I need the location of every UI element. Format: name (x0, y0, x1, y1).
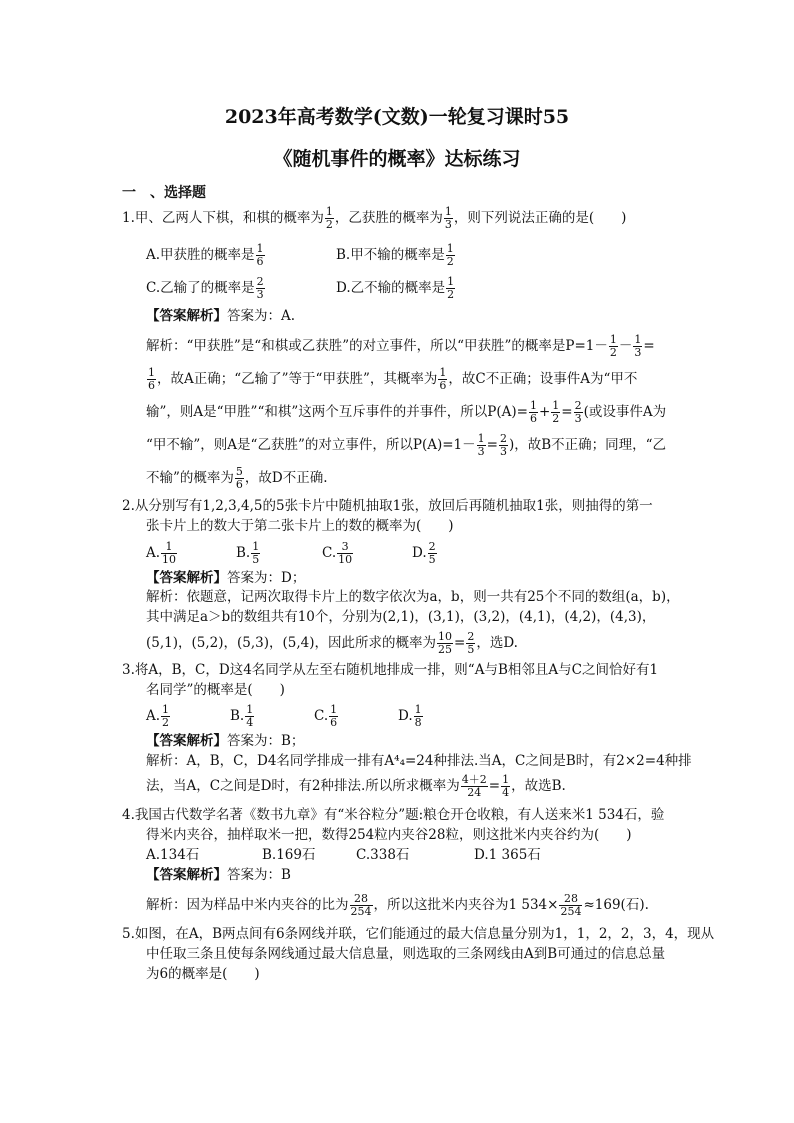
q2-solution-line: (5,1)，(5,2)，(5,3)，(5,4)，因此所求的概率为 $\frac{10}{25}$ = $\frac{2}{5}$ ，选D. (146, 630, 518, 656)
q4-option-a: A.134石 (146, 847, 200, 863)
q1-answer: 【答案解析】答案为：A. (146, 308, 296, 324)
section-heading: 一 、选择题 (122, 185, 206, 201)
q1-solution-line: 不输”的概率为 $\frac{5}{6}$ ，故D不正确. (146, 465, 328, 491)
page-subtitle: 《随机事件的概率》达标练习 (273, 148, 521, 170)
q5-stem: 5.如图，在A，B两点间有6条网线并联，它们能通过的最大信息量分别为1，1，2，2，3，4，现从 (122, 926, 715, 942)
q1-solution-line: “甲不输”，则A是“乙获胜”的对立事件，所以P(A)=1－ $\frac{1}{3}$ = $\frac{2}{3}$ )，故B不正确；同理，“乙 (146, 432, 667, 458)
q3-option-c: C. $\frac{1}{6}$ (314, 703, 338, 729)
q1-solution-line: 解析：“甲获胜”是“和棋或乙获胜”的对立事件，所以“甲获胜”的概率是P=1－ $\frac{1}{2}$ － $\frac{1}{3}$ = (146, 333, 655, 359)
q1-option-d: D.乙不输的概率是 $\frac{1}{2}$ (336, 275, 455, 301)
q3-stem: 名同学”的概率是( ) (146, 682, 285, 698)
q4-solution-line: 解析：因为样品中米内夹谷的比为 $\frac{28}{254}$ ，所以这批米内夹谷为1 534× $\frac{28}{254}$ ≈169(石). (146, 892, 649, 918)
q3-solution-line: 解析：A，B，C，D4名同学排成一排有A⁴₄=24种排法.当A，C之间是B时，有2×2=4种排 (146, 753, 692, 769)
q4-option-b: B.169石 (262, 847, 316, 863)
q2-solution-line: 其中满足a＞b的数组共有10个，分别为(2,1)，(3,1)，(3,2)，(4,1)，(4,2)，(4,3)， (146, 609, 656, 625)
q1-solution-line: $\frac{1}{6}$ ，故A正确；“乙输了”等于“甲获胜”，其概率为 $\frac{1}{6}$ ，故C不正确；设事件A为“甲不 (148, 366, 638, 392)
q2-solution-line: 解析：依题意，记两次取得卡片上的数字依次为a，b，则一共有25个不同的数组(a，b)， (146, 589, 680, 605)
q1-solution-line: 输”，则A是“甲胜”“和棋”这两个互斥事件的并事件，所以P(A)= $\frac{1}{6}$ + $\frac{1}{2}$ = $\frac{2}{3}$ (或设事件A为 (146, 399, 667, 425)
fraction: $\frac{1}{2}$ (325, 205, 333, 231)
q4-stem: 得米内夹谷，抽样取米一把，数得254粒内夹谷28粒，则这批米内夹谷约为( ) (146, 827, 632, 843)
q4-stem: 4.我国古代数学名著《数书九章》有“米谷粒分”题:粮仓开仓收粮，有人送来米1 534石，验 (122, 807, 665, 823)
q1-option-b: B.甲不输的概率是 $\frac{1}{2}$ (336, 242, 454, 268)
q1-option-a: A.甲获胜的概率是 $\frac{1}{6}$ (146, 242, 264, 268)
q2-stem: 2.从分别写有1,2,3,4,5的5张卡片中随机抽取1张，放回后再随机抽取1张，则抽得的第一 (122, 498, 653, 514)
q1-option-c: C.乙输了的概率是 $\frac{2}{3}$ (146, 275, 264, 301)
page-title: 2023年高考数学(文数)一轮复习课时55 (224, 106, 570, 128)
q3-option-b: B. $\frac{1}{4}$ (230, 703, 254, 729)
q4-option-d: D.1 365石 (474, 847, 541, 863)
q4-option-c: C.338石 (356, 847, 410, 863)
fraction: $\frac{1}{3}$ (444, 205, 452, 231)
q2-answer: 【答案解析】答案为：D； (146, 570, 306, 586)
q2-option-b: B. $\frac{1}{5}$ (236, 540, 260, 566)
q5-stem: 为6的概率是( ) (146, 966, 260, 982)
q3-stem: 3.将A，B，C，D这4名同学从左至右随机地排成一排，则“A与B相邻且A与C之间恰好有1 (122, 662, 659, 678)
q3-solution-line: 法，当A，C之间是D时，有2种排法.所以所求概率为 $\frac{4+2}{24}$ = $\frac{1}{4}$ ，故选B. (146, 773, 566, 799)
q5-stem: 中任取三条且使每条网线通过最大信息量，则选取的三条网线由A到B可通过的信息总量 (146, 946, 666, 962)
q2-stem: 张卡片上的数大于第二张卡片上的数的概率为( ) (146, 518, 454, 534)
q2-option-d: D. $\frac{2}{5}$ (412, 540, 436, 566)
q1-stem: 1.甲、乙两人下棋，和棋的概率为 $\frac{1}{2}$ ，乙获胜的概率为 $\frac{1}{3}$ ，则下列说法正确的是( ) (122, 205, 627, 231)
q3-answer: 【答案解析】答案为：B； (146, 733, 305, 749)
q3-option-d: D. $\frac{1}{8}$ (398, 703, 422, 729)
q4-answer: 【答案解析】答案为：B (146, 867, 291, 883)
q2-option-a: A. $\frac{1}{10}$ (146, 540, 177, 566)
q2-option-c: C. $\frac{3}{10}$ (322, 540, 353, 566)
q3-option-a: A. $\frac{1}{2}$ (146, 703, 170, 729)
